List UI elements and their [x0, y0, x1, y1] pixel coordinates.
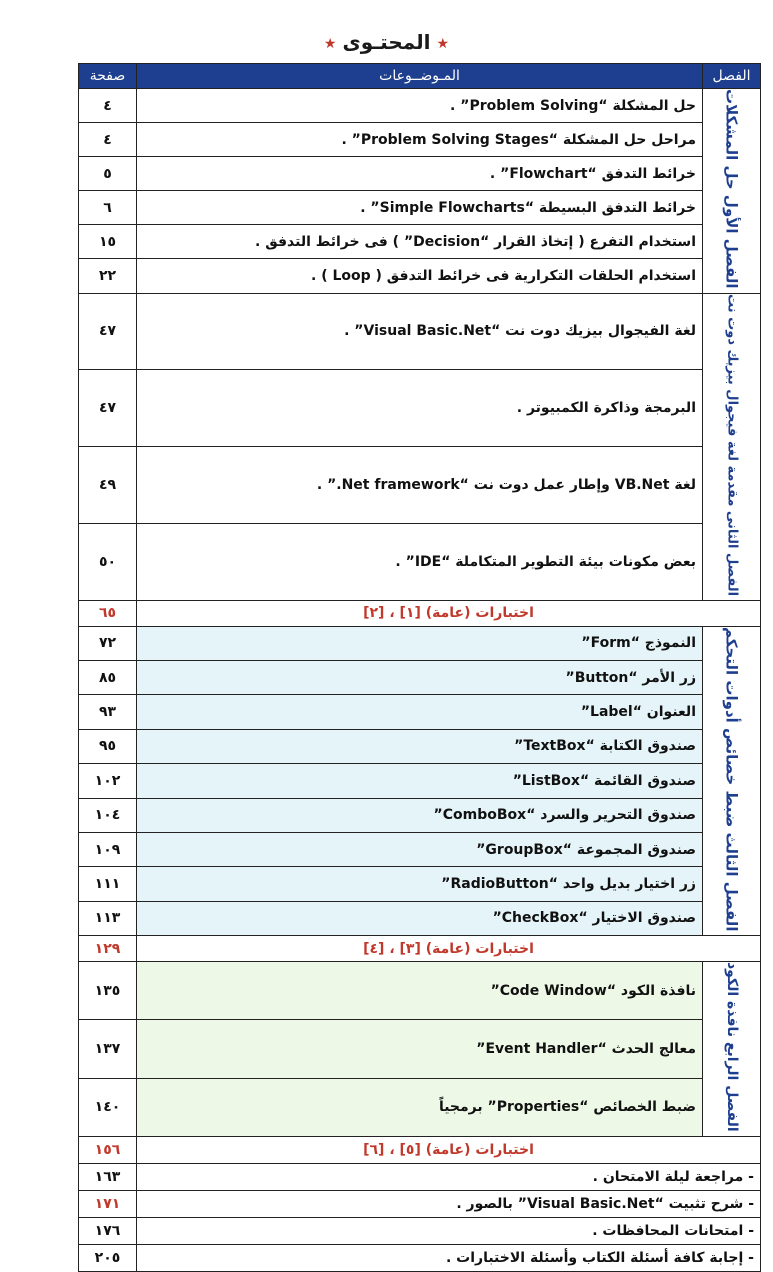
page-cell: ٤٧ [79, 293, 137, 370]
page-cell: ٢٢ [79, 259, 137, 293]
table-row [79, 89, 761, 123]
page-cell: ١٧٦ [79, 1217, 137, 1244]
page-cell: ١٤٠ [79, 1078, 137, 1136]
topic-cell: - إجابة كافة أسئلة الكتاب وأسئلة الاختبارات . [137, 1244, 761, 1271]
topic-cell: مراحل حل المشكلة “Problem Solving Stages” . [137, 123, 703, 157]
topic-cell: - مراجعة ليلة الامتحان . [137, 1163, 761, 1190]
test-page-cell: ١٥٦ [79, 1136, 137, 1163]
table-header-row [79, 64, 761, 89]
table-row [79, 729, 761, 763]
header-chapter: الفصل [703, 64, 761, 89]
topic-cell: زر اختيار بديل واحد “RadioButton” [137, 867, 703, 901]
page-cell: ٥٠ [79, 523, 137, 600]
test-topic-cell: اختبارات (عامة) [١] ، [٢] [137, 600, 761, 626]
table-row [79, 626, 761, 660]
table-row [79, 157, 761, 191]
page-cell: ١٧١ [79, 1190, 137, 1217]
page-cell: ١٠٤ [79, 798, 137, 832]
topic-cell: العنوان “Label” [137, 695, 703, 729]
table-row [79, 764, 761, 798]
topic-cell: استخدام الحلقات التكرارية فى خرائط التدفق ( Loop ) . [137, 259, 703, 293]
page-cell: ٤ [79, 89, 137, 123]
page-cell: ١١٣ [79, 901, 137, 935]
page-cell: ٩٥ [79, 729, 137, 763]
topic-cell: لغة VB.Net وإطار عمل دوت نت “Net framework.” . [137, 447, 703, 524]
page-cell: ١٣٥ [79, 962, 137, 1020]
table-row [79, 1190, 761, 1217]
table-row [79, 1217, 761, 1244]
topic-cell: صندوق الاختيار “CheckBox” [137, 901, 703, 935]
test-topic-cell: اختبارات (عامة) [٣] ، [٤] [137, 936, 761, 962]
topic-cell: ضبط الخصائص “Properties” برمجياً [137, 1078, 703, 1136]
topic-cell: البرمجة وذاكرة الكمبيوتر . [137, 370, 703, 447]
table-row [79, 962, 761, 1020]
test-row [79, 600, 761, 626]
page-cell: ١٠٢ [79, 764, 137, 798]
page-cell: ٨٥ [79, 661, 137, 695]
topic-cell: صندوق التحرير والسرد “ComboBox” [137, 798, 703, 832]
title-text: المحتـوى [342, 30, 431, 54]
table-row [79, 225, 761, 259]
table-row [79, 370, 761, 447]
table-row [79, 1163, 761, 1190]
table-row [79, 523, 761, 600]
chapter-1-name: الفصل الأول حل المشكلات [722, 89, 741, 289]
test-page-cell: ١٢٩ [79, 936, 137, 962]
topic-cell: صندوق القائمة “ListBox” [137, 764, 703, 798]
topic-cell: صندوق الكتابة “TextBox” [137, 729, 703, 763]
test-row [79, 1136, 761, 1163]
chapter-3-name: الفصل الثالث ضبط خصائص أدوات التحكم [722, 626, 741, 932]
table-row [79, 1020, 761, 1078]
table-row [79, 123, 761, 157]
page-cell: ٧٢ [79, 626, 137, 660]
topic-cell: نافذة الكود “Code Window” [137, 962, 703, 1020]
page-cell: ١٥ [79, 225, 137, 259]
page-title [0, 30, 773, 54]
contents-table [78, 63, 761, 1272]
page-cell: ٩٣ [79, 695, 137, 729]
chapter-2-name: الفصل الثانى مقدمة لغة فيجوال بيزيك دوت نت [724, 293, 740, 596]
chapter-2-cell [703, 293, 761, 600]
page-cell: ٤٩ [79, 447, 137, 524]
table-row [79, 293, 761, 370]
topic-cell: لغة الفيجوال بيزيك دوت نت “Visual Basic.Net” . [137, 293, 703, 370]
page-cell: ٤ [79, 123, 137, 157]
page-cell: ٤٧ [79, 370, 137, 447]
table-row [79, 798, 761, 832]
topic-cell: حل المشكلة “Problem Solving” . [137, 89, 703, 123]
page-cell: ٢٠٥ [79, 1244, 137, 1271]
test-page-cell: ٦٥ [79, 600, 137, 626]
header-topics: المـوضــوعات [137, 64, 703, 89]
chapter-4-cell [703, 962, 761, 1137]
topic-cell: صندوق المجموعة “GroupBox” [137, 832, 703, 866]
topic-cell: خرائط التدفق “Flowchart” . [137, 157, 703, 191]
header-page: صفحة [79, 64, 137, 89]
star-icon: ★ [323, 35, 337, 52]
chapter-1-cell [703, 89, 761, 294]
table-row [79, 259, 761, 293]
test-row [79, 936, 761, 962]
page-cell: ١١١ [79, 867, 137, 901]
topic-cell: بعض مكونات بيئة التطوير المتكاملة “IDE” . [137, 523, 703, 600]
topic-cell: زر الأمر “Button” [137, 661, 703, 695]
table-row [79, 661, 761, 695]
topic-cell: استخدام التفرع ( إتخاذ القرار “Decision” ) فى خرائط التدفق . [137, 225, 703, 259]
table-row [79, 447, 761, 524]
page-cell: ٦ [79, 191, 137, 225]
page-cell: ٥ [79, 157, 137, 191]
topic-cell: - شرح تثبيت “Visual Basic.Net” بالصور . [137, 1190, 761, 1217]
table-row [79, 832, 761, 866]
table-row [79, 191, 761, 225]
chapter-3-cell [703, 626, 761, 935]
page-cell: ١٣٧ [79, 1020, 137, 1078]
chapter-4-name: الفصل الرابع نافذة الكود [724, 962, 740, 1132]
page-cell: ١٠٩ [79, 832, 137, 866]
table-row [79, 901, 761, 935]
table-row [79, 867, 761, 901]
table-row [79, 1244, 761, 1271]
table-row [79, 1078, 761, 1136]
topic-cell: معالج الحدث “Event Handler” [137, 1020, 703, 1078]
test-topic-cell: اختبارات (عامة) [٥] ، [٦] [137, 1136, 761, 1163]
topic-cell: خرائط التدفق البسيطة “Simple Flowcharts” . [137, 191, 703, 225]
topic-cell: النموذج “Form” [137, 626, 703, 660]
table-row [79, 695, 761, 729]
topic-cell: - امتحانات المحافظات . [137, 1217, 761, 1244]
page-cell: ١٦٣ [79, 1163, 137, 1190]
star-icon: ★ [436, 35, 450, 52]
